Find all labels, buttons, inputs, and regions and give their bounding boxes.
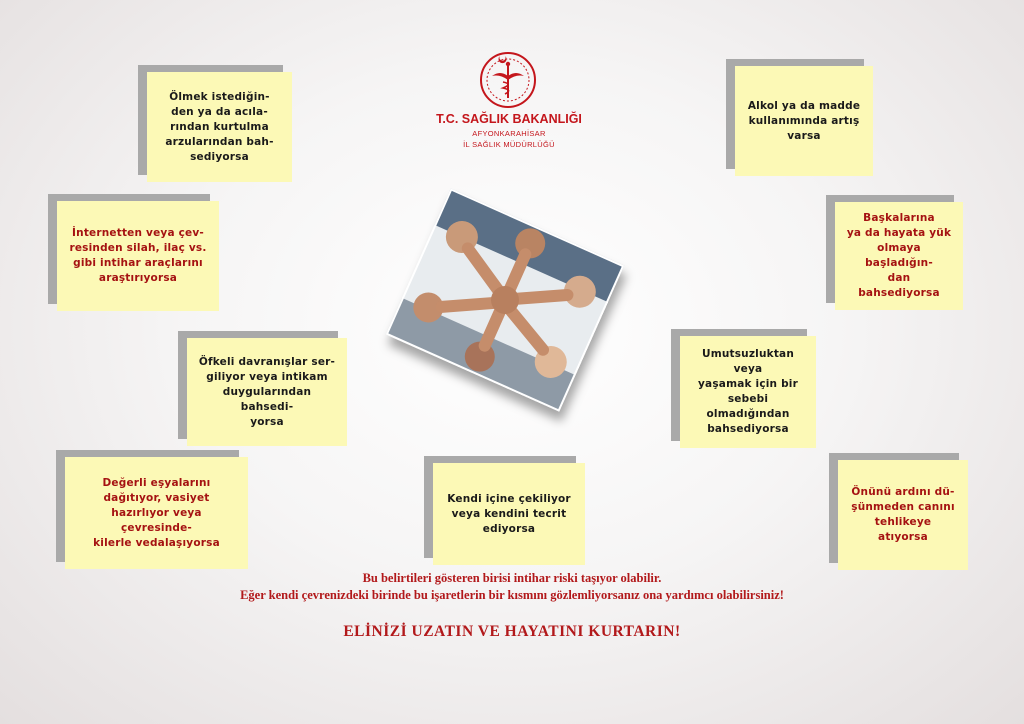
ministry-department: İL SAĞLIK MÜDÜRLÜĞÜ	[463, 140, 555, 149]
warning-note-withdrawal	[433, 463, 585, 565]
ministry-logo-icon	[478, 50, 538, 110]
note-text: Ölmek istediğin- den ya da acıla- rından kurtulma arzularından bah- sediyorsa	[165, 90, 274, 163]
warning-note-giving-away-belongings	[65, 457, 248, 569]
note-text: Alkol ya da madde kullanımında artış varsa	[747, 99, 861, 142]
note-text: İnternetten veya çev- resinden silah, ilaç vs. gibi intihar araçlarını araştırıyorsa	[69, 227, 207, 284]
warning-note-being-a-burden	[835, 202, 963, 310]
ministry-city: AFYONKARAHİSAR	[472, 129, 546, 138]
warning-note-reckless-behavior	[838, 460, 968, 570]
warning-note-wish-to-die	[147, 72, 292, 182]
warning-note-anger	[187, 338, 347, 446]
warning-note-hopelessness	[680, 336, 816, 448]
footer-risk-statement: Bu belirtileri gösteren birisi intihar riski taşıyor olabilir.	[362, 571, 662, 585]
note-text: Değerli eşyalarını dağıtıyor, vasiyet hazırlıyor veya çevresinde- kilerle vedalaşıyorsa	[93, 476, 220, 549]
note-text: Başkalarına ya da hayata yük olmaya başladığın- dan bahsediyorsa	[846, 212, 952, 299]
note-text: Umutsuzluktan veya yaşamak için bir sebebi olmadığından bahsediyorsa	[698, 348, 798, 435]
warning-note-researching-means	[57, 201, 219, 311]
warning-note-substance-use	[735, 66, 873, 176]
footer-slogan: ELİNİZİ UZATIN VE HAYATINI KURTARIN!	[343, 623, 681, 640]
note-text: Önünü ardını dü- şünmeden canını tehlikeye atıyorsa	[851, 486, 955, 543]
footer-help-statement: Eğer kendi çevrenizdeki birinde bu işaretlerin bir kısmını gözlemliyorsanız ona yardımcı olabilirsiniz!	[240, 588, 784, 602]
ministry-title: T.C. SAĞLIK BAKANLIĞI	[436, 112, 582, 126]
teamwork-photo	[386, 188, 625, 411]
note-text: Öfkeli davranışlar ser- giliyor veya intikam duygularından bahsedi- yorsa	[198, 355, 336, 428]
note-text: Kendi içine çekiliyor veya kendini tecrit ediyorsa	[447, 492, 571, 535]
